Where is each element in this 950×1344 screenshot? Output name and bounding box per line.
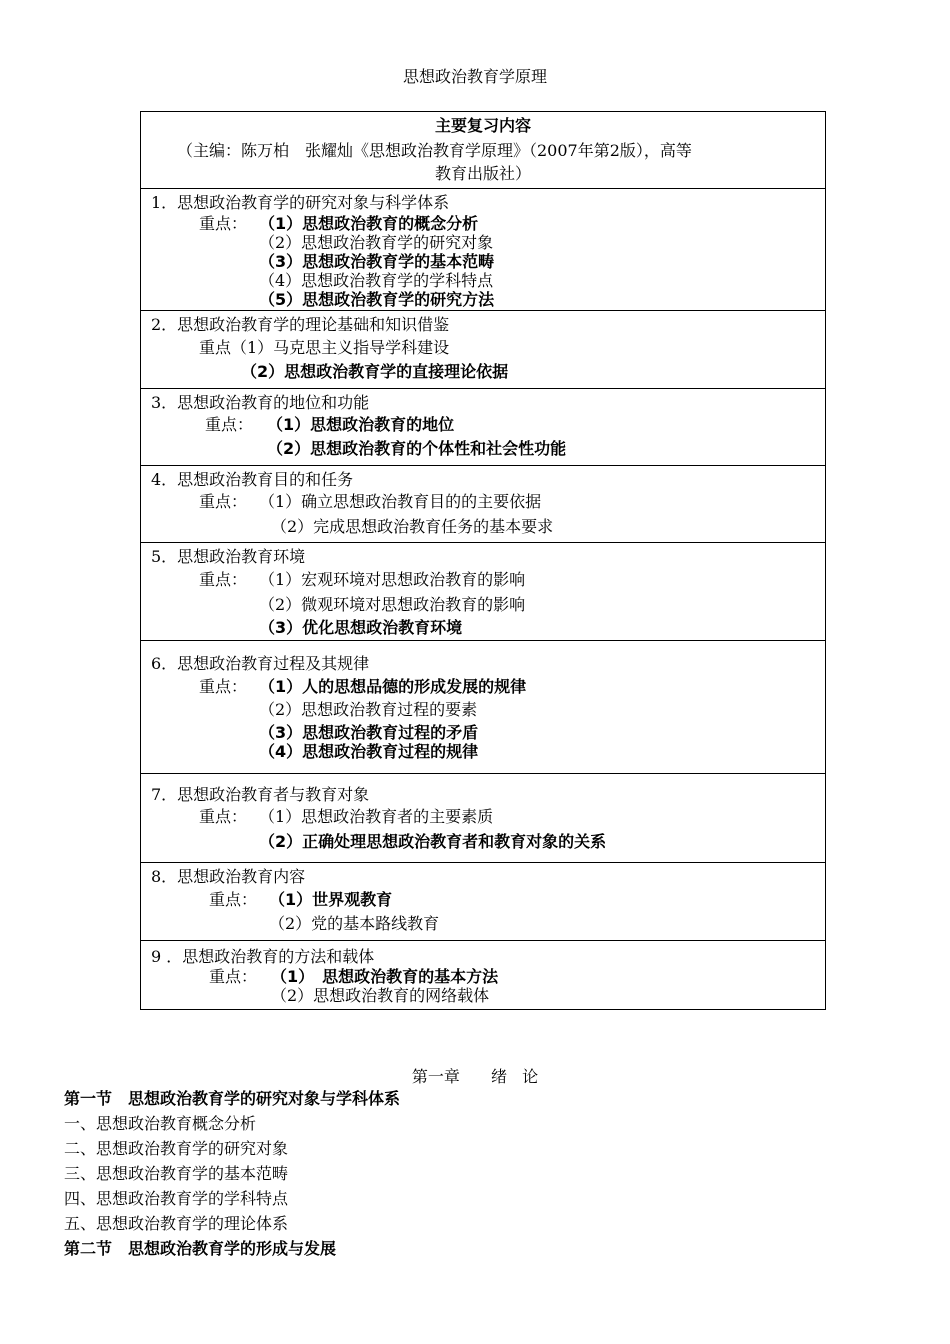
section-heading: 5．思想政治教育环境: [151, 547, 306, 566]
chapter-heading: 第一章 绪 论: [411, 1067, 539, 1086]
focus-point: （2）思想政治教育过程的要素: [259, 700, 478, 719]
focus-point: （1）宏观环境对思想政治教育的影响: [259, 570, 526, 589]
outline-item: 三、思想政治教育学的基本范畴: [64, 1164, 289, 1183]
focus-label: 重点：: [199, 492, 248, 511]
focus-point: （1） 思想政治教育的基本方法: [271, 967, 499, 986]
focus-point: （2）完成思想政治教育任务的基本要求: [271, 517, 554, 536]
section-heading: 7．思想政治教育者与教育对象: [151, 785, 370, 804]
section-heading: 4．思想政治教育目的和任务: [151, 470, 354, 489]
focus-point: （1）思想政治教育者的主要素质: [259, 807, 494, 826]
focus-point: （1）世界观教育: [269, 890, 393, 909]
focus-point: （2）党的基本路线教育: [269, 914, 440, 933]
focus-point: （2）微观环境对思想政治教育的影响: [259, 595, 526, 614]
focus-label: 重点（1）马克思主义指导学科建设: [199, 338, 450, 357]
section-heading: 3．思想政治教育的地位和功能: [151, 393, 370, 412]
page-title: 思想政治教育学原理: [402, 67, 547, 86]
focus-point: （4）思想政治教育学的学科特点: [259, 271, 494, 290]
section-2: [141, 310, 825, 388]
focus-point: （3）思想政治教育过程的矛盾: [259, 723, 479, 742]
focus-point: （1）思想政治教育的地位: [267, 415, 455, 434]
review-outline-table: [140, 111, 826, 1010]
focus-label: 重点：: [199, 214, 248, 233]
section-8: [141, 862, 825, 940]
section-heading: 6．思想政治教育过程及其规律: [151, 654, 370, 673]
focus-point: （2）思想政治教育的个体性和社会性功能: [267, 439, 567, 458]
focus-point: （5）思想政治教育学的研究方法: [259, 290, 495, 309]
section-title: 第一节 思想政治教育学的研究对象与学科体系: [64, 1089, 401, 1108]
focus-point: （1）确立思想政治教育目的的主要依据: [259, 492, 542, 511]
section-6: [141, 640, 825, 773]
focus-point: （2）思想政治教育学的研究对象: [259, 233, 494, 252]
table-header: [141, 112, 825, 188]
focus-label: 重点：: [205, 415, 254, 434]
focus-point: （2）思想政治教育学的直接理论依据: [241, 362, 509, 381]
focus-point: （3）优化思想政治教育环境: [259, 618, 463, 637]
section-5: [141, 542, 825, 640]
focus-point: （2）思想政治教育的网络载体: [271, 986, 490, 1005]
section-1: [141, 188, 825, 310]
section-heading: 1．思想政治教育学的研究对象与科学体系: [151, 193, 450, 212]
section-heading: 9 ．思想政治教育的方法和载体: [151, 947, 375, 966]
section-9: [141, 940, 825, 1011]
section-heading: 2．思想政治教育学的理论基础和知识借鉴: [151, 315, 450, 334]
outline-item: 四、思想政治教育学的学科特点: [64, 1189, 289, 1208]
table-header-title: 主要复习内容: [434, 116, 531, 135]
focus-label: 重点：: [199, 677, 248, 696]
outline-item: 一、思想政治教育概念分析: [64, 1114, 257, 1133]
focus-label: 重点：: [209, 890, 258, 909]
table-header-publisher: 教育出版社）: [434, 164, 531, 183]
focus-label: 重点：: [199, 807, 248, 826]
focus-point: （2）正确处理思想政治教育者和教育对象的关系: [259, 832, 607, 851]
section-3: [141, 388, 825, 465]
table-header-editor: （主编：陈万柏 张耀灿《思想政治教育学原理》（2007年第2版），高等: [177, 141, 692, 160]
outline-item: 二、思想政治教育学的研究对象: [64, 1139, 289, 1158]
section-heading: 8．思想政治教育内容: [151, 867, 306, 886]
focus-point: （1）人的思想品德的形成发展的规律: [259, 677, 527, 696]
focus-label: 重点：: [209, 967, 258, 986]
section-title: 第二节 思想政治教育学的形成与发展: [64, 1239, 337, 1258]
focus-point: （3）思想政治教育学的基本范畴: [259, 252, 495, 271]
focus-point: （1）思想政治教育的概念分析: [259, 214, 479, 233]
section-7: [141, 773, 825, 862]
section-4: [141, 465, 825, 542]
outline-item: 五、思想政治教育学的理论体系: [64, 1214, 289, 1233]
focus-label: 重点：: [199, 570, 248, 589]
focus-point: （4）思想政治教育过程的规律: [259, 742, 479, 761]
